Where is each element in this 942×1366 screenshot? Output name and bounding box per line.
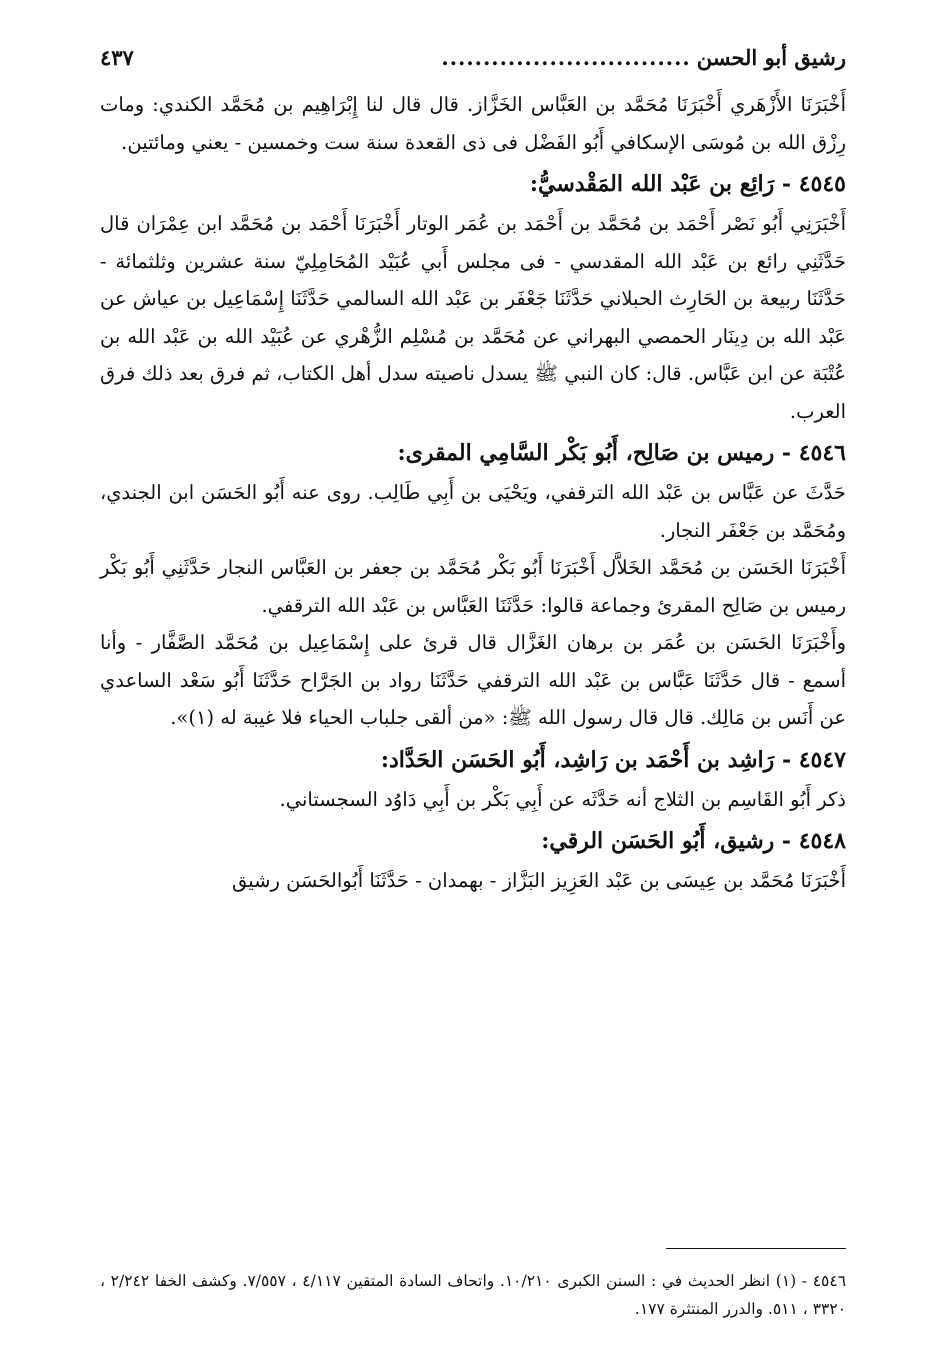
page-number: ٤٣٧ (100, 45, 134, 70)
page-header (100, 38, 846, 86)
leader-dots: .............................. (441, 45, 691, 70)
entry-heading: ٤٥٤٦ - رميس بن صَالِح، أَبُو بَكْر السَّامِي المقرى: (397, 440, 846, 466)
paragraph: وأَخْبَرَنَا الحَسَن بن عُمَر بن برهان الغَزَّال قال قرئ على إِسْمَاعِيل بن مُحَمَّد الصَّفَّار - وأنا أسمع - قال حَدَّثَنَا عَبَّاس بن عَبْد الله الترقفي حَدَّثَنَا رواد بن الجَرَّاح حَدَّثَنَا أَبُو سَعْد الساعدي عن أَنَس بن مَالِك. قال قال رسول الله ﷺ: «من ألقى جلباب الحياء فلا غيبة له (١)». (100, 631, 846, 729)
paragraph: ذكر أَبُو القَاسِم بن الثلاج أنه حَدَّثَه عن أَبِي بَكْر بن أَبِي دَاوُد السجستاني. (279, 787, 846, 811)
paragraph: حَدَّثَ عن عَبَّاس بن عَبْد الله الترقفي، ويَحْيَى بن أَبِي طَالِب. روى عنه أَبُو الحَسَن ابن الجندي، ومُحَمَّد بن جَعْفَر النجار. (100, 481, 846, 542)
running-title: رشيق أبو الحسن (696, 45, 846, 70)
footnote-divider (666, 1248, 846, 1249)
main-text (100, 86, 846, 900)
footnote: ٤٥٤٦ - (١) انظر الحديث في : السنن الكبرى ١٠/٢١٠. واتحاف السادة المتقين ٤/١١٧ ، ٧/٥٥٧. وكشف الخفا ٢/٢٤٢ ، ٣٣٢٠ ، ٥١١. والدرر المنتثرة ١٧٧. (100, 1272, 847, 1318)
paragraph: أَخْبَرَنَا الحَسَن بن مُحَمَّد الخَلاَّل أَخْبَرَنَا أَبُو بَكْر مُحَمَّد بن جعفر بن العَبَّاس النجار حَدَّثَنِي أَبُو بَكْر رميس بن صَالِح المقرئ وجماعة قالوا: حَدَّثَنَا العَبَّاس بن عَبْد الله الترقفي. (100, 556, 846, 617)
entry-heading: ٤٥٤٥ - رَائِع بن عَبْد الله المَقْدسيُّ: (529, 171, 846, 197)
entry-heading: ٤٥٤٧ - رَاشِد بن أَحْمَد بن رَاشِد، أَبُو الحَسَن الحَدَّاد: (380, 746, 846, 773)
paragraph: أَخْبَرَنِي أَبُو نَصْر أَحْمَد بن مُحَمَّد بن أَحْمَد بن عُمَر الوتار أَخْبَرَنَا أَحْمَد بن مُحَمَّد ابن عِمْرَان قال حَدَّثَنِي رائع بن عَبْد الله المقدسي - فى مجلس أَبي عُبَيْد المُحَامِلِيّ سنة عشرين وثلثمائة - حَدَّثَنَا ربيعة بن الحَارِث الحبلاني حَدَّثَنَا جَعْفَر بن عَبْد الله السالمي حَدَّثَنَا إِسْمَاعِيل بن عياش عن عَبْد الله بن دِينَار الحمصي البهراني عن مُحَمَّد بن مُسْلِم الزُّهْري عن عُبَيْد الله بن عَبْد الله بن عُتْبَة عن ابن عَبَّاس. قال: كان النبي ﷺ يسدل ناصيته سدل أهل الكتاب، ثم فرق بعد ذلك فرق العرب. (100, 212, 846, 423)
footnotes (100, 1248, 846, 1323)
entry-heading: ٤٥٤٨ - رشيق، أَبُو الحَسَن الرقي: (541, 828, 846, 854)
paragraph: أَخْبَرَنَا مُحَمَّد بن عِيسَى بن عَبْد العَزِيز البَزَّاز - بهمدان - حَدَّثَنَا أَبُوالحَسَن رشيق (231, 869, 846, 892)
paragraph: أَخْبَرَنَا الأَزْهَري أَخْبَرَنَا مُحَمَّد بن العَبَّاس الخَزَّاز. قال قال لنا إِبْرَاهِيم بن مُحَمَّد الكندي: ومات رِزْق الله بن مُوسَى الإسكافي أَبُو الفَضْل فى ذى القعدة سنة ست وخمسين - يعني ومائتين. (100, 93, 846, 154)
